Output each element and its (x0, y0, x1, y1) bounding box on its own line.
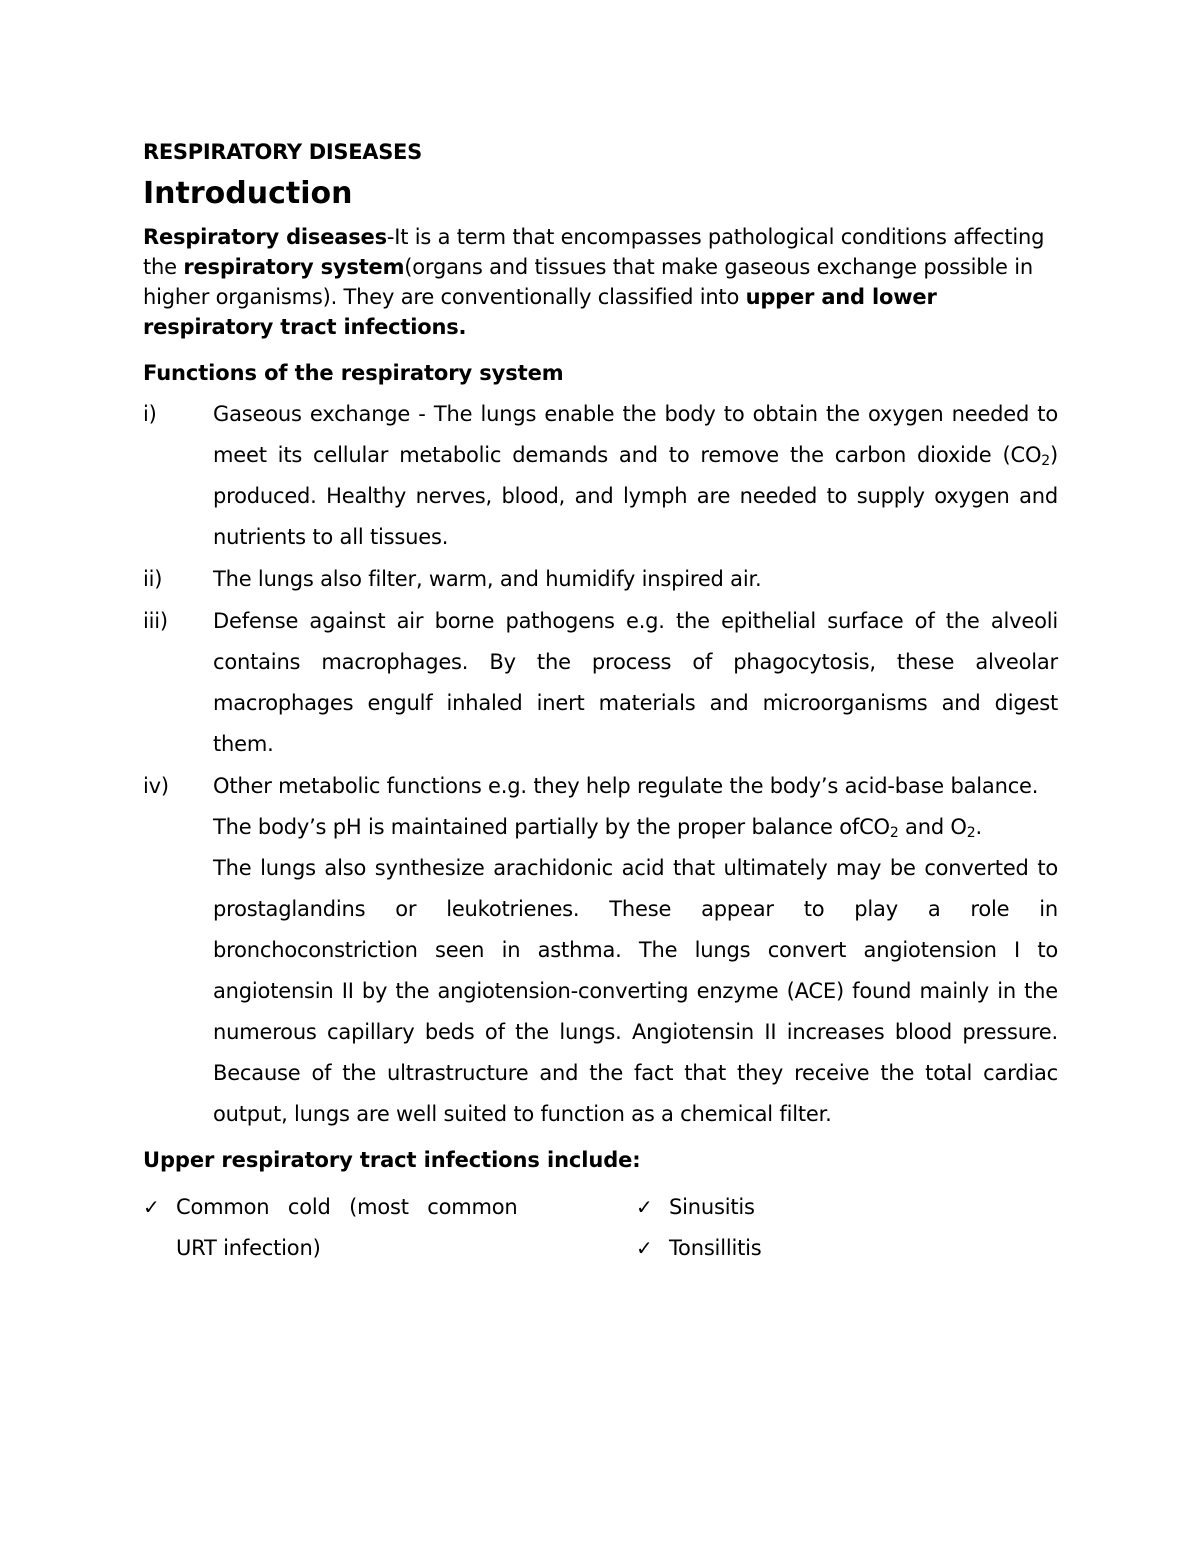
function-item-3 (143, 601, 1058, 765)
subscript: 2 (966, 825, 976, 841)
definition-text-2: (organs and tissues that make gaseous exchange possible in higher organisms). They are conventionally classified into (143, 255, 1033, 309)
document-page (143, 138, 1058, 1269)
list-item-line: URT infection) (176, 1236, 321, 1260)
function-text (213, 394, 1058, 558)
list-item (636, 1228, 762, 1269)
functions-heading: Functions of the respiratory system (143, 361, 564, 385)
urt-column-left (143, 1187, 563, 1269)
function-paragraph (213, 807, 1058, 848)
document-title: RESPIRATORY DISEASES (143, 140, 422, 164)
function-text-part: The body’s pH is maintained partially by the proper balance ofCO (213, 815, 890, 839)
introduction-heading: Introduction (143, 176, 353, 211)
function-paragraph: The lungs also synthesize arachidonic acid that ultimately may be converted to prostaglandins or leukotrienes. These appear to play a role in bronchoconstriction seen in asthma. The lungs convert angiotension I to angiotensin II by the angiotension-converting enzyme (ACE) found mainly in the numerous capillary beds of the lungs. Angiotensin II increases blood pressure. Because of the ultrastructure and the fact that they receive the total cardiac output, lungs are well suited to function as a chemical filter. (213, 856, 1058, 1126)
definition-bold-classes: upper and lower respiratory tract infections. (143, 285, 937, 339)
function-item-1 (143, 394, 1058, 558)
function-numeral: i) (143, 402, 157, 426)
function-numeral: ii) (143, 567, 163, 591)
urt-list (143, 1187, 1058, 1269)
list-item-text: Tonsillitis (669, 1236, 762, 1260)
function-text-part: Gaseous exchange - The lungs enable the body to obtain the oxygen needed to meet its cellular metabolic demands and to remove the carbon dioxide (CO (213, 402, 1058, 467)
function-text: The lungs also filter, warm, and humidify inspired air. (213, 567, 762, 591)
function-item-2 (143, 559, 1058, 600)
checkmark-icon: ✓ (636, 1236, 653, 1260)
checkmark-icon: ✓ (636, 1195, 653, 1219)
function-numeral: iii) (143, 609, 168, 633)
function-text (213, 766, 1058, 1135)
function-text: Defense against air borne pathogens e.g. the epithelial surface of the alveoli contains macrophages. By the process of phagocytosis, these alveolar macrophages engulf inhaled inert materials and microorganisms and digest them. (213, 609, 1058, 756)
function-text-part: ) produced. Healthy nerves, blood, and lymph are needed to supply oxygen and nutrients to all tissues. (213, 443, 1058, 549)
urt-column-right (563, 1187, 762, 1269)
subscript: 2 (1041, 453, 1050, 469)
definition-term: Respiratory diseases (143, 225, 387, 249)
list-item-text (176, 1187, 563, 1269)
urt-heading: Upper respiratory tract infections include: (143, 1148, 641, 1172)
definition-text-1: -It is a term that encompasses pathological conditions affecting the (143, 225, 1045, 279)
function-numeral: iv) (143, 774, 169, 798)
functions-list (143, 394, 1058, 1135)
list-item (636, 1187, 762, 1228)
function-paragraph: Other metabolic functions e.g. they help regulate the body’s acid-base balance. (213, 774, 1039, 798)
list-item (143, 1187, 563, 1269)
function-text-part: . (975, 815, 982, 839)
list-item-text: Sinusitis (669, 1195, 755, 1219)
definition-bold-system: respiratory system (183, 255, 405, 279)
checkmark-icon: ✓ (143, 1195, 160, 1219)
function-item-4 (143, 766, 1058, 1135)
list-item-line: Common cold (most common (176, 1195, 518, 1219)
subscript: 2 (889, 825, 899, 841)
definition-paragraph (143, 222, 1058, 342)
function-text-part: and O (898, 815, 967, 839)
